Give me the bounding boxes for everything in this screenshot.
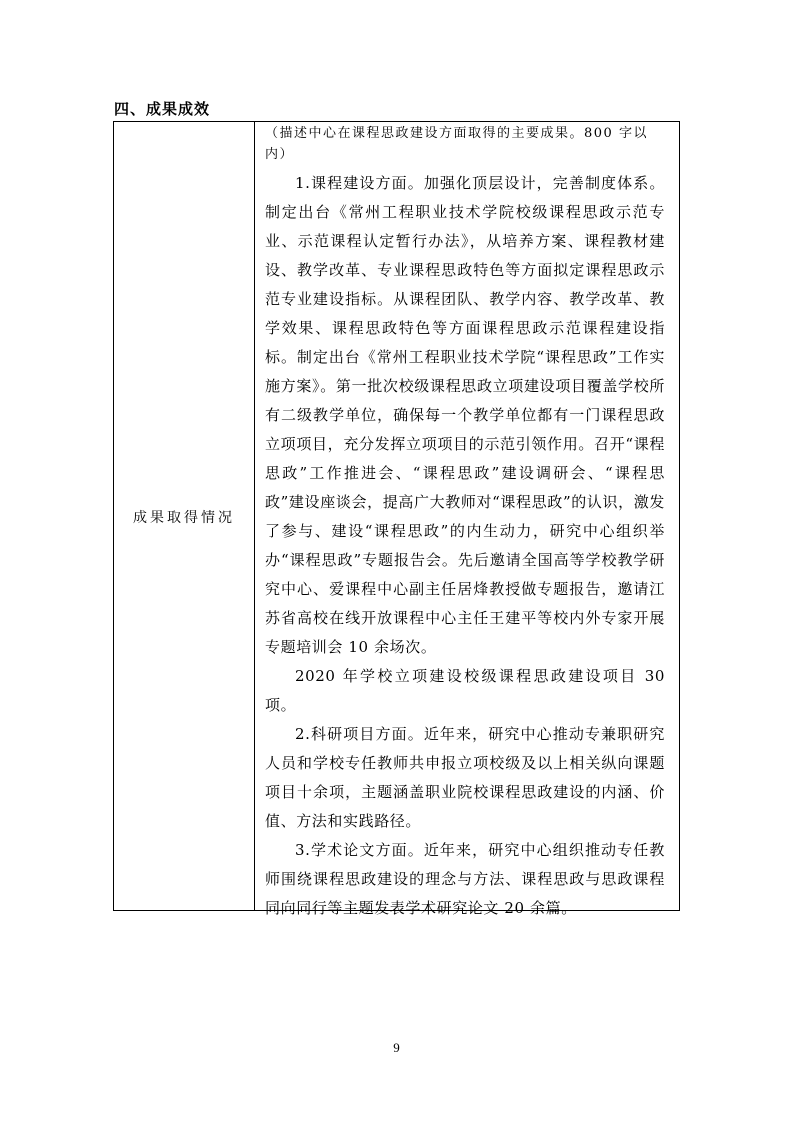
page-number: 9 (393, 1040, 400, 1055)
paragraph-research-projects: 2.科研项目方面。近年来，研究中心推动专兼职研究人员和学校专任教师共申报立项校级及以上相关纵向课题项目十余项，主题涵盖职业院校课程思政建设的内涵、价值、方法和实践路径。 (265, 725, 665, 830)
achievements-table (113, 121, 680, 917)
label-cell (114, 122, 255, 910)
paragraph-project-count: 2020 年学校立项建设校级课程思政建设项目 30 项。 (265, 667, 665, 714)
paragraph-course-construction: 1.课程建设方面。加强化顶层设计，完善制度体系。制定出台《常州工程职业技术学院校级课程思政示范专业、示范课程认定暂行办法》，从培养方案、课程教材建设、教学改革、专业课程思政特色等方面拟定课程思政示范专业建设指标。从课程团队、教学内容、教学改革、教学效果、课程思政特色等方面课程思政示范课程建设指标。制定出台《常州工程职业技术学院“课程思政”工作实施方案》。第一批次校级课程思政立项建设项目覆盖学校所有二级教学单位，确保每一个教学单位都有一门课程思政立项项目，充分发挥立项项目的示范引领作用。召开“课程思政”工作推进会、“课程思政”建设调研会、“课程思政”建设座谈会，提高广大教师对“课程思政”的认识，激发了参与、建设“课程思政”的内生动力，研究中心组织举办“课程思政”专题报告会。先后邀请全国高等学校教学研究中心、爱课程中心副主任居烽教授做专题报告，邀请江苏省高校在线开放课程中心主任王建平等校内外专家开展专题培训会 10 余场次。 (265, 174, 665, 656)
paragraph-academic-papers: 3.学术论文方面。近年来，研究中心组织推动专任教师围绕课程思政建设的理念与方法、课程思政与思政课程同向同行等主题发表学术研究论文 20 余篇。 (265, 841, 665, 917)
content-cell (255, 122, 679, 917)
instruction-note: （描述中心在课程思政建设方面取得的主要成果。800 字以内） (265, 126, 648, 162)
section-title: 四、成果成效 (114, 100, 211, 118)
content-body (265, 123, 665, 923)
row-label: 成果取得情况 (133, 510, 235, 526)
